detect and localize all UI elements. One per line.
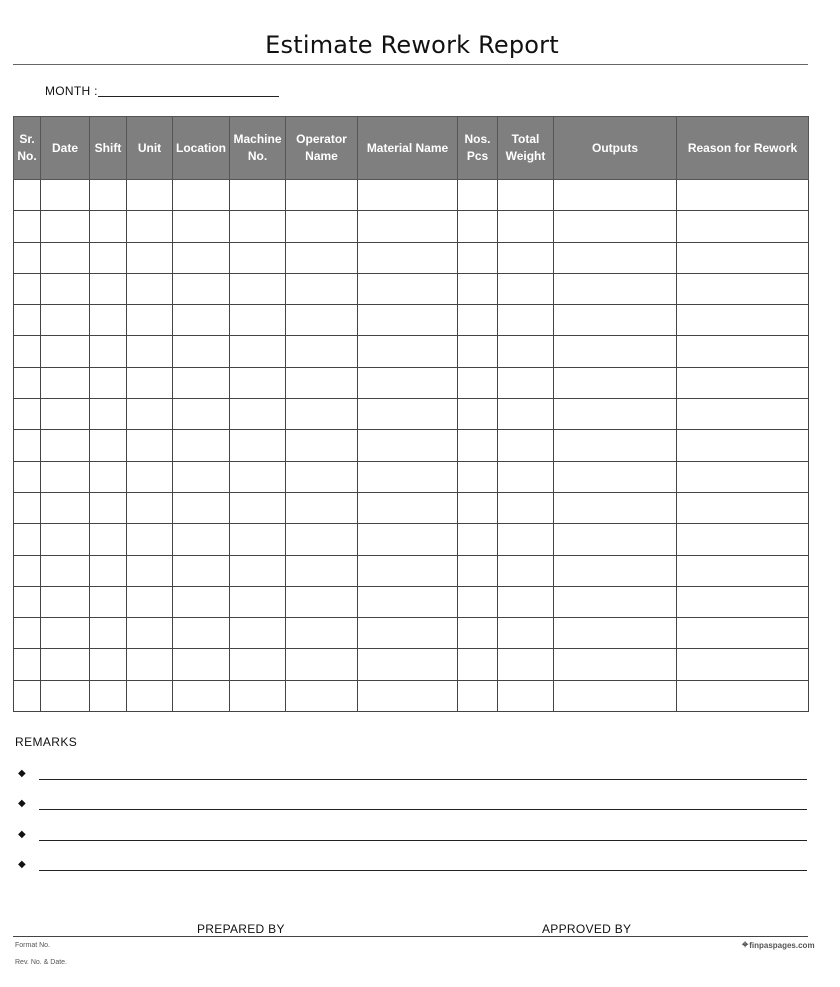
table-cell[interactable] <box>458 461 498 492</box>
table-cell[interactable] <box>14 430 41 461</box>
table-cell[interactable] <box>41 524 90 555</box>
table-cell[interactable] <box>554 242 677 273</box>
table-cell[interactable] <box>90 524 127 555</box>
remarks-label: REMARKS <box>15 735 78 749</box>
table-cell[interactable] <box>90 305 127 336</box>
table-cell[interactable] <box>230 618 286 649</box>
table-cell[interactable] <box>41 492 90 523</box>
table-row <box>14 242 809 273</box>
table-cell[interactable] <box>286 399 358 430</box>
table-row <box>14 430 809 461</box>
table-cell[interactable] <box>230 305 286 336</box>
table-cell[interactable] <box>14 680 41 711</box>
table-row <box>14 211 809 242</box>
table-cell[interactable] <box>458 680 498 711</box>
table-cell[interactable] <box>14 367 41 398</box>
table-cell[interactable] <box>677 461 809 492</box>
table-cell[interactable] <box>358 273 458 304</box>
table-cell[interactable] <box>41 649 90 680</box>
table-cell[interactable] <box>554 180 677 211</box>
table-cell[interactable] <box>286 430 358 461</box>
format-no-label: Format No. <box>15 942 51 949</box>
table-cell[interactable] <box>286 555 358 586</box>
table-cell[interactable] <box>677 586 809 617</box>
table-cell[interactable] <box>677 367 809 398</box>
table-cell[interactable] <box>14 618 41 649</box>
table-cell[interactable] <box>230 211 286 242</box>
table-cell[interactable] <box>127 273 173 304</box>
table-cell[interactable] <box>458 586 498 617</box>
table-cell[interactable] <box>90 336 127 367</box>
table-cell[interactable] <box>230 367 286 398</box>
table-cell[interactable] <box>127 430 173 461</box>
table-row <box>14 399 809 430</box>
table-cell[interactable] <box>14 524 41 555</box>
table-cell[interactable] <box>230 461 286 492</box>
brand-watermark <box>742 939 815 952</box>
table-cell[interactable] <box>41 305 90 336</box>
table-cell[interactable] <box>498 524 554 555</box>
table-cell[interactable] <box>173 524 230 555</box>
column-header-nos-pcs: Nos. Pcs <box>458 117 498 180</box>
approved-by-label: APPROVED BY <box>542 922 632 936</box>
table-cell[interactable] <box>173 242 230 273</box>
table-cell[interactable] <box>286 242 358 273</box>
table-cell[interactable] <box>677 211 809 242</box>
table-cell[interactable] <box>14 399 41 430</box>
table-cell[interactable] <box>358 242 458 273</box>
table-cell[interactable] <box>554 524 677 555</box>
table-cell[interactable] <box>498 336 554 367</box>
table-cell[interactable] <box>677 273 809 304</box>
table-cell[interactable] <box>498 305 554 336</box>
table-cell[interactable] <box>14 649 41 680</box>
remark-line[interactable] <box>39 809 807 810</box>
table-cell[interactable] <box>358 430 458 461</box>
table-cell[interactable] <box>173 273 230 304</box>
table-row <box>14 524 809 555</box>
table-cell[interactable] <box>554 649 677 680</box>
table-row <box>14 273 809 304</box>
table-row <box>14 649 809 680</box>
table-cell[interactable] <box>498 461 554 492</box>
table-cell[interactable] <box>230 336 286 367</box>
month-label: MONTH : <box>45 84 98 98</box>
table-cell[interactable] <box>498 399 554 430</box>
table-cell[interactable] <box>90 430 127 461</box>
table-cell[interactable] <box>173 555 230 586</box>
table-cell[interactable] <box>498 492 554 523</box>
table-cell[interactable] <box>458 430 498 461</box>
table-cell[interactable] <box>127 524 173 555</box>
table-cell[interactable] <box>677 555 809 586</box>
table-cell[interactable] <box>554 618 677 649</box>
table-cell[interactable] <box>230 555 286 586</box>
table-cell[interactable] <box>458 367 498 398</box>
table-cell[interactable] <box>286 180 358 211</box>
table-row <box>14 180 809 211</box>
table-cell[interactable] <box>677 336 809 367</box>
table-cell[interactable] <box>41 180 90 211</box>
table-cell[interactable] <box>127 305 173 336</box>
table-cell[interactable] <box>458 180 498 211</box>
table-cell[interactable] <box>14 586 41 617</box>
table-cell[interactable] <box>498 618 554 649</box>
column-header-material-name: Material Name <box>358 117 458 180</box>
table-cell[interactable] <box>127 336 173 367</box>
table-cell[interactable] <box>677 430 809 461</box>
table-row <box>14 336 809 367</box>
table-cell[interactable] <box>90 461 127 492</box>
table-cell[interactable] <box>358 305 458 336</box>
table-cell[interactable] <box>230 399 286 430</box>
table-cell[interactable] <box>677 180 809 211</box>
table-cell[interactable] <box>173 461 230 492</box>
table-cell[interactable] <box>458 649 498 680</box>
table-cell[interactable] <box>173 305 230 336</box>
table-cell[interactable] <box>14 273 41 304</box>
column-header-date: Date <box>41 117 90 180</box>
table-cell[interactable] <box>358 555 458 586</box>
table-cell[interactable] <box>90 273 127 304</box>
table-cell[interactable] <box>230 242 286 273</box>
table-cell[interactable] <box>286 336 358 367</box>
table-cell[interactable] <box>90 180 127 211</box>
table-cell[interactable] <box>127 492 173 523</box>
table-cell[interactable] <box>41 461 90 492</box>
column-header-operator-name: Operator Name <box>286 117 358 180</box>
table-cell[interactable] <box>41 242 90 273</box>
table-cell[interactable] <box>677 305 809 336</box>
remark-item <box>18 856 808 876</box>
column-header-total-weight: Total Weight <box>498 117 554 180</box>
table-cell[interactable] <box>458 618 498 649</box>
table-cell[interactable] <box>286 586 358 617</box>
table-row <box>14 305 809 336</box>
table-cell[interactable] <box>286 305 358 336</box>
diamond-bullet-icon: ◆ <box>18 768 26 779</box>
table-cell[interactable] <box>498 211 554 242</box>
table-cell[interactable] <box>286 524 358 555</box>
table-cell[interactable] <box>90 586 127 617</box>
table-cell[interactable] <box>498 555 554 586</box>
column-header-location: Location <box>173 117 230 180</box>
table-cell[interactable] <box>677 649 809 680</box>
table-cell[interactable] <box>677 242 809 273</box>
remark-line[interactable] <box>39 840 807 841</box>
table-cell[interactable] <box>127 680 173 711</box>
diamond-bullet-icon: ◆ <box>18 798 26 809</box>
diamond-bullet-icon: ◆ <box>18 859 26 870</box>
table-cell[interactable] <box>458 211 498 242</box>
table-cell[interactable] <box>286 649 358 680</box>
table-cell[interactable] <box>230 180 286 211</box>
column-header-shift: Shift <box>90 117 127 180</box>
table-cell[interactable] <box>358 618 458 649</box>
table-row <box>14 492 809 523</box>
column-header-machine-no: Machine No. <box>230 117 286 180</box>
table-cell[interactable] <box>14 242 41 273</box>
table-cell[interactable] <box>498 649 554 680</box>
table-cell[interactable] <box>677 524 809 555</box>
table-cell[interactable] <box>230 524 286 555</box>
table-cell[interactable] <box>458 524 498 555</box>
table-cell[interactable] <box>127 211 173 242</box>
column-header-unit: Unit <box>127 117 173 180</box>
crosshair-icon: ⌖ <box>742 939 749 951</box>
table-cell[interactable] <box>358 461 458 492</box>
table-cell[interactable] <box>173 680 230 711</box>
table-cell[interactable] <box>90 680 127 711</box>
table-cell[interactable] <box>358 649 458 680</box>
table-cell[interactable] <box>358 524 458 555</box>
table-cell[interactable] <box>458 336 498 367</box>
table-cell[interactable] <box>127 367 173 398</box>
table-cell[interactable] <box>554 430 677 461</box>
table-cell[interactable] <box>90 618 127 649</box>
remark-line[interactable] <box>39 870 807 871</box>
table-cell[interactable] <box>173 649 230 680</box>
table-cell[interactable] <box>458 305 498 336</box>
table-cell[interactable] <box>127 555 173 586</box>
table-cell[interactable] <box>554 367 677 398</box>
table-body <box>14 180 809 712</box>
table-cell[interactable] <box>173 618 230 649</box>
table-header-row <box>14 117 809 180</box>
table-cell[interactable] <box>127 649 173 680</box>
table-cell[interactable] <box>41 430 90 461</box>
table-cell[interactable] <box>41 586 90 617</box>
table-cell[interactable] <box>90 367 127 398</box>
table-cell[interactable] <box>127 180 173 211</box>
table-cell[interactable] <box>286 618 358 649</box>
table-cell[interactable] <box>230 649 286 680</box>
table-cell[interactable] <box>458 273 498 304</box>
table-cell[interactable] <box>173 367 230 398</box>
table-cell[interactable] <box>41 367 90 398</box>
brand-text: finpaspages.com <box>749 941 815 950</box>
table-cell[interactable] <box>90 492 127 523</box>
table-cell[interactable] <box>173 180 230 211</box>
table-row <box>14 367 809 398</box>
column-header-sr-no: Sr. No. <box>14 117 41 180</box>
table-cell[interactable] <box>498 180 554 211</box>
remark-item <box>18 765 808 785</box>
table-cell[interactable] <box>554 461 677 492</box>
table-cell[interactable] <box>498 242 554 273</box>
table-cell[interactable] <box>498 586 554 617</box>
table-cell[interactable] <box>14 305 41 336</box>
table-cell[interactable] <box>41 680 90 711</box>
table-cell[interactable] <box>554 336 677 367</box>
column-header-reason-for-rework: Reason for Rework <box>677 117 809 180</box>
remark-line[interactable] <box>39 779 807 780</box>
month-field[interactable] <box>98 96 279 97</box>
table-cell[interactable] <box>554 680 677 711</box>
table-cell[interactable] <box>173 399 230 430</box>
table-cell[interactable] <box>14 211 41 242</box>
column-header-outputs: Outputs <box>554 117 677 180</box>
table-cell[interactable] <box>498 430 554 461</box>
table-row <box>14 618 809 649</box>
table-cell[interactable] <box>286 492 358 523</box>
table-cell[interactable] <box>230 273 286 304</box>
table-cell[interactable] <box>358 492 458 523</box>
table-cell[interactable] <box>677 492 809 523</box>
table-cell[interactable] <box>90 649 127 680</box>
table-cell[interactable] <box>41 618 90 649</box>
table-cell[interactable] <box>358 586 458 617</box>
table-cell[interactable] <box>677 399 809 430</box>
table-cell[interactable] <box>90 211 127 242</box>
table-cell[interactable] <box>14 180 41 211</box>
table-cell[interactable] <box>286 367 358 398</box>
table-cell[interactable] <box>358 680 458 711</box>
table-row <box>14 461 809 492</box>
table-cell[interactable] <box>498 273 554 304</box>
table-cell[interactable] <box>90 242 127 273</box>
table-cell[interactable] <box>41 211 90 242</box>
table-cell[interactable] <box>498 367 554 398</box>
table-cell[interactable] <box>41 336 90 367</box>
remark-item <box>18 795 808 815</box>
table-cell[interactable] <box>554 273 677 304</box>
table-cell[interactable] <box>358 399 458 430</box>
table-cell[interactable] <box>14 492 41 523</box>
table-cell[interactable] <box>173 492 230 523</box>
table-row <box>14 586 809 617</box>
table-cell[interactable] <box>127 242 173 273</box>
table-cell[interactable] <box>358 180 458 211</box>
footer-divider <box>13 936 808 937</box>
diamond-bullet-icon: ◆ <box>18 829 26 840</box>
table-cell[interactable] <box>230 680 286 711</box>
table-cell[interactable] <box>458 555 498 586</box>
table-cell[interactable] <box>554 492 677 523</box>
table-cell[interactable] <box>286 211 358 242</box>
table-cell[interactable] <box>14 336 41 367</box>
table-cell[interactable] <box>554 211 677 242</box>
title-divider <box>13 64 808 65</box>
table-cell[interactable] <box>230 586 286 617</box>
table-cell[interactable] <box>358 336 458 367</box>
table-cell[interactable] <box>41 273 90 304</box>
rework-table <box>13 116 809 712</box>
table-cell[interactable] <box>173 211 230 242</box>
table-cell[interactable] <box>358 367 458 398</box>
table-cell[interactable] <box>173 430 230 461</box>
table-cell[interactable] <box>498 680 554 711</box>
table-cell[interactable] <box>458 399 498 430</box>
page-title: Estimate Rework Report <box>265 31 559 59</box>
rev-no-label: Rev. No. & Date. <box>15 959 68 966</box>
table-cell[interactable] <box>127 399 173 430</box>
table-cell[interactable] <box>358 211 458 242</box>
table-cell[interactable] <box>173 586 230 617</box>
table-cell[interactable] <box>41 555 90 586</box>
table-cell[interactable] <box>41 399 90 430</box>
table-cell[interactable] <box>230 492 286 523</box>
table-cell[interactable] <box>90 555 127 586</box>
table-cell[interactable] <box>554 555 677 586</box>
table-row <box>14 555 809 586</box>
table-cell[interactable] <box>127 461 173 492</box>
table-cell[interactable] <box>127 618 173 649</box>
table-cell[interactable] <box>286 461 358 492</box>
table-cell[interactable] <box>554 305 677 336</box>
table-cell[interactable] <box>14 555 41 586</box>
table-cell[interactable] <box>677 618 809 649</box>
table-cell[interactable] <box>554 399 677 430</box>
table-cell[interactable] <box>230 430 286 461</box>
table-cell[interactable] <box>458 492 498 523</box>
table-cell[interactable] <box>286 273 358 304</box>
table-cell[interactable] <box>677 680 809 711</box>
table-cell[interactable] <box>14 461 41 492</box>
table-cell[interactable] <box>458 242 498 273</box>
table-cell[interactable] <box>90 399 127 430</box>
table-cell[interactable] <box>286 680 358 711</box>
table-cell[interactable] <box>554 586 677 617</box>
table-cell[interactable] <box>127 586 173 617</box>
prepared-by-label: PREPARED BY <box>197 922 285 936</box>
table-row <box>14 680 809 711</box>
table-cell[interactable] <box>173 336 230 367</box>
remark-item <box>18 826 808 846</box>
